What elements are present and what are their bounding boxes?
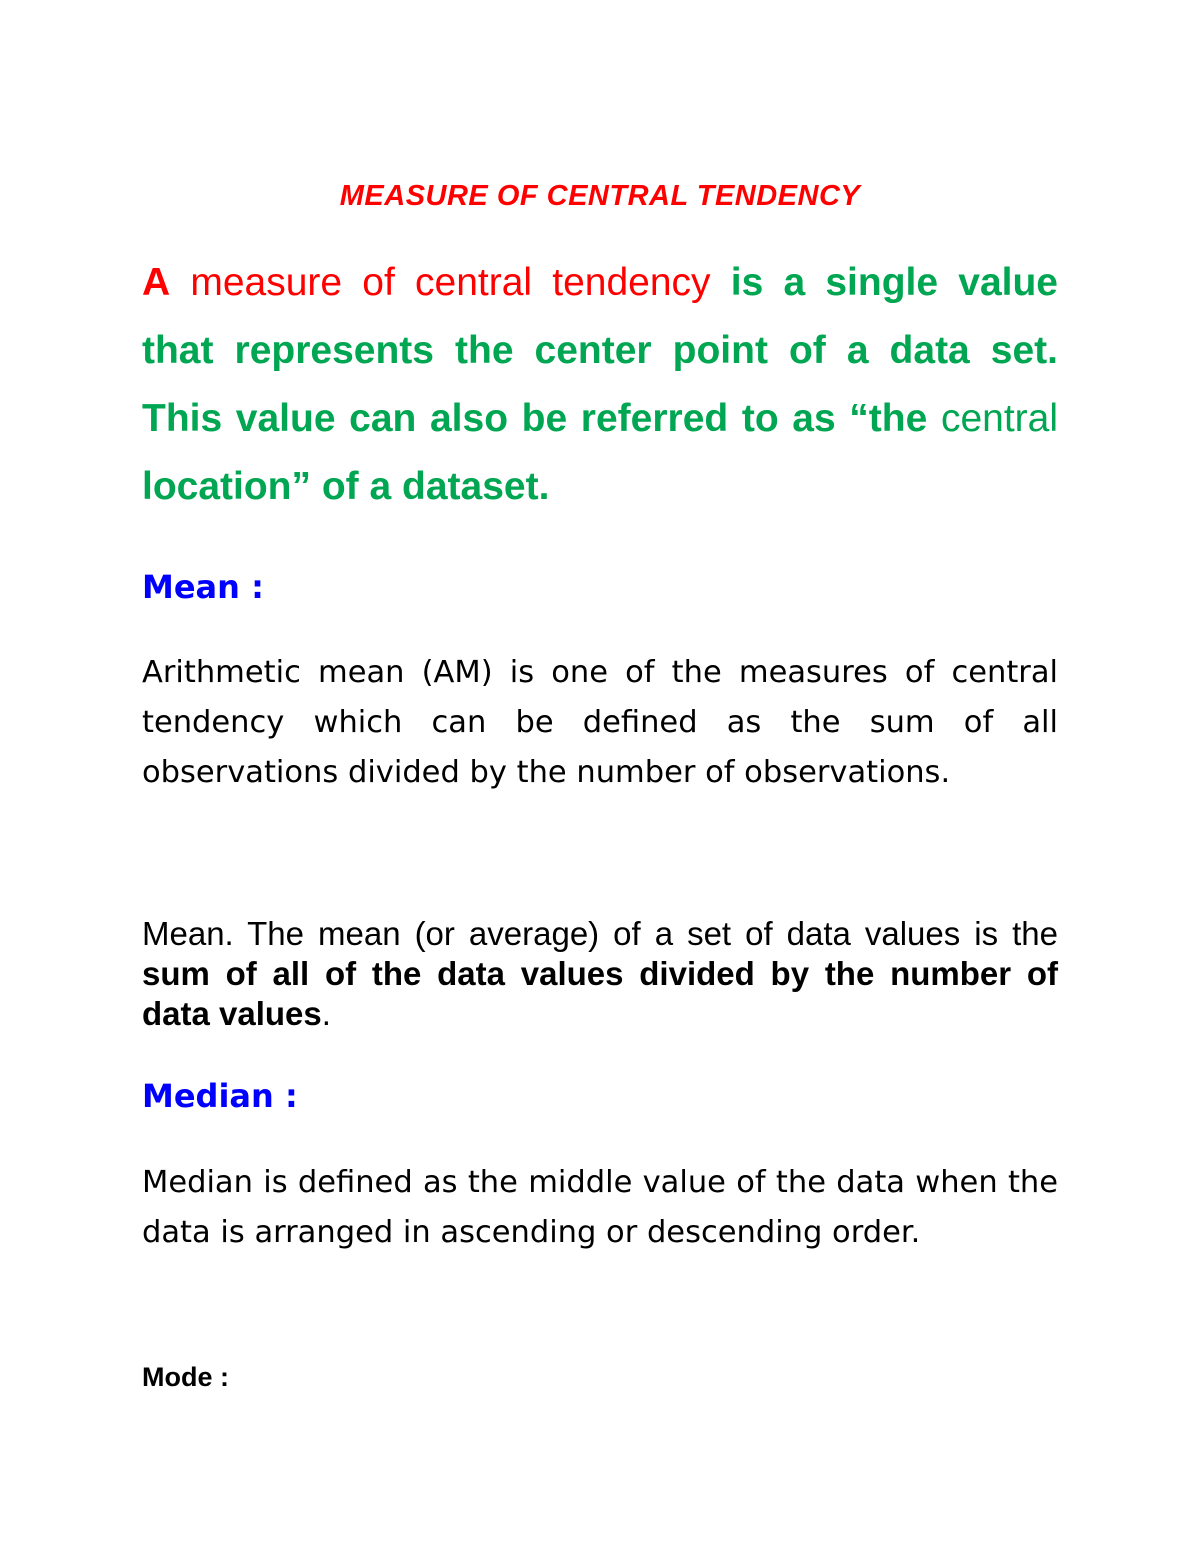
mean-definition-end: . xyxy=(321,995,331,1032)
intro-paragraph xyxy=(142,249,1058,521)
page-title: MEASURE OF CENTRAL TENDENCY xyxy=(339,180,861,212)
mode-heading: Mode : xyxy=(142,1362,229,1392)
mean-definition-bold: sum of all of the data values divided by the number of data values xyxy=(142,955,1058,1032)
intro-measure-phrase: measure of central tendency xyxy=(190,261,711,304)
median-heading: Median : xyxy=(142,1077,298,1115)
mean-definition-paragraph xyxy=(142,914,1058,1034)
mean-definition-start: Mean. The mean (or average) of a set of data values is the xyxy=(142,915,1058,952)
intro-letter-a: A xyxy=(142,261,171,304)
arithmetic-mean-paragraph: Arithmetic mean (AM) is one of the measures of central tendency which can be defined as the sum of all observations divided by the number of observations. xyxy=(142,655,1058,790)
intro-central-word: central xyxy=(940,397,1059,440)
mean-heading: Mean : xyxy=(142,568,264,606)
intro-definition: is a single value that represents the center point of a data set. This value can also be referred to as “the xyxy=(142,261,1058,440)
intro-location-tail: location” of a dataset. xyxy=(142,465,550,508)
median-paragraph: Median is defined as the middle value of the data when the data is arranged in ascending or descending order. xyxy=(142,1165,1058,1250)
